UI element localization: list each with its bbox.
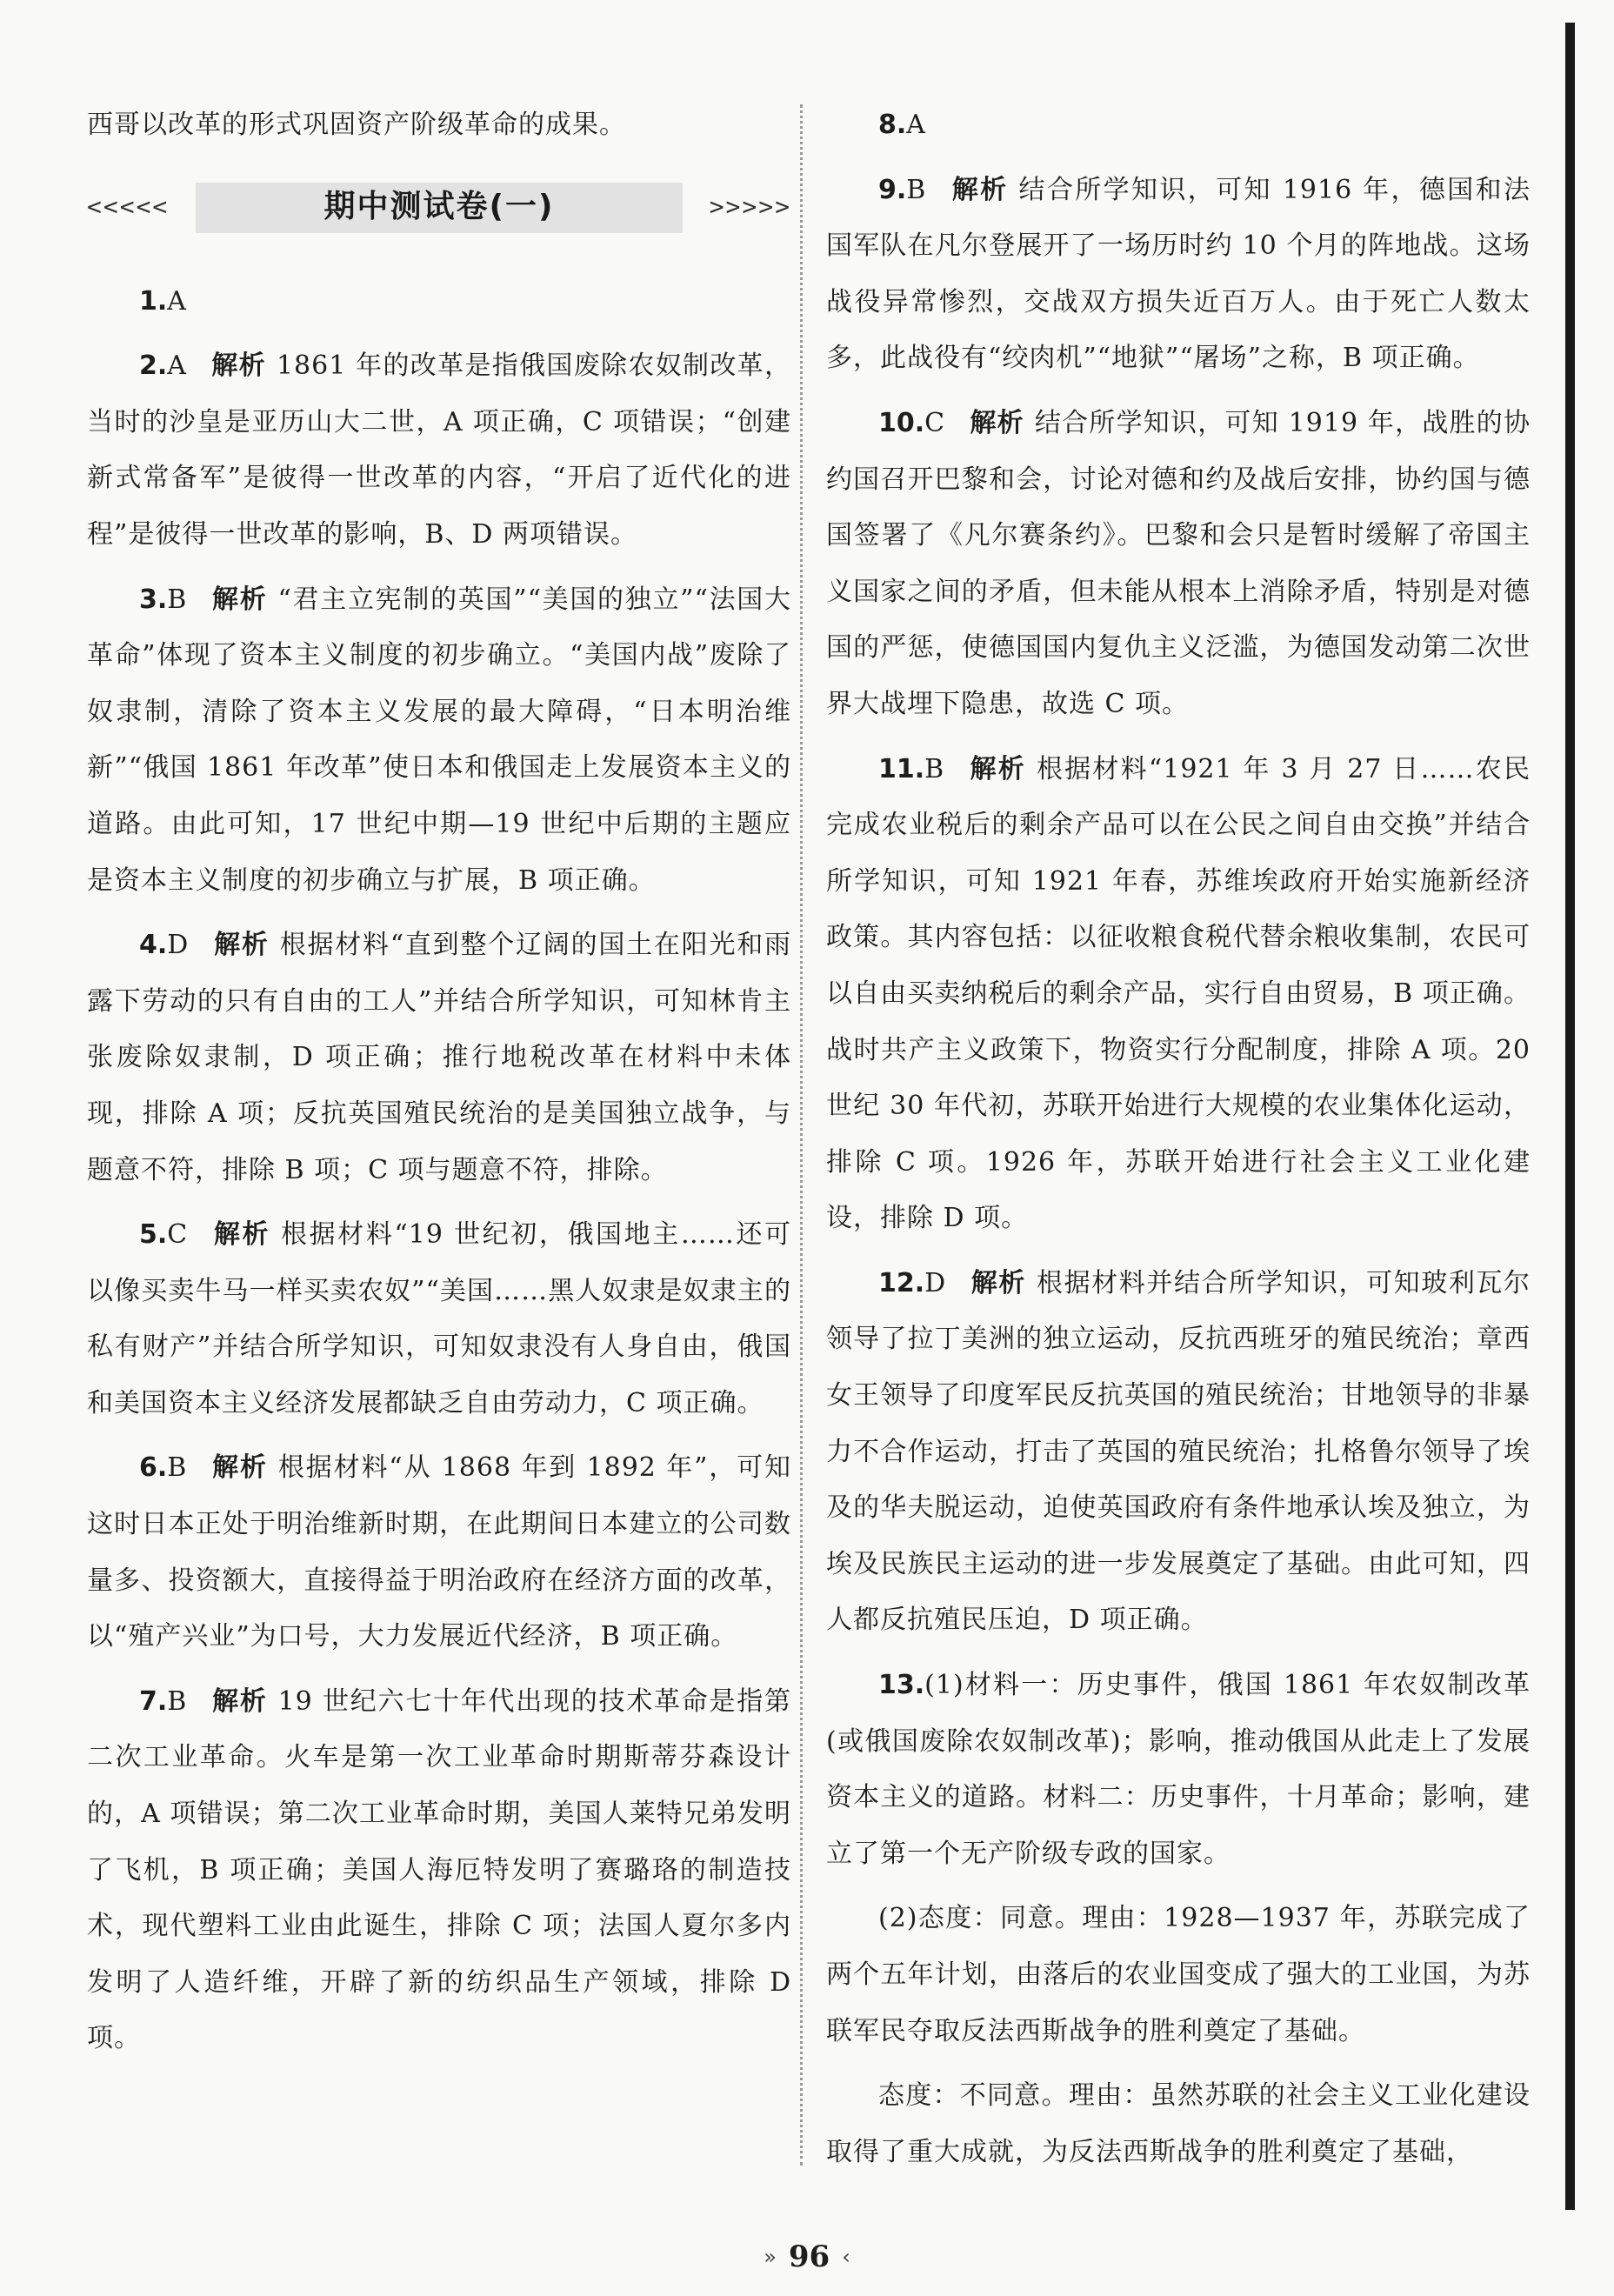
answer-item-4: [87, 918, 791, 1198]
item-answer: A: [906, 110, 926, 140]
left-column: [87, 97, 791, 2076]
q13-part3: 态度：不同意。理由：虽然苏联的社会主义工业化建设取得了重大成就，为反法西斯战争的胜利奠定了基础，: [826, 2080, 1531, 2167]
continuation-text: 西哥以改革的形式巩固资产阶级革命的成果。: [87, 110, 626, 140]
analysis-text: 19 世纪六七十年代出现的技术革命是指第二次工业革命。火车是第一次工业革命时期斯蒂芬森设计的，A 项错误；第二次工业革命时期，美国人莱特兄弟发明了飞机，B 项正确；美国人海厄特发明了赛璐珞的制造技术，现代塑料工业由此诞生，排除 C 项；法国人夏尔多内发明了人造纤维，开辟了新的纺织品生产领域，排除 D 项。: [87, 1685, 791, 2054]
analysis-tag: 解析: [210, 350, 266, 382]
analysis-text: 1861 年的改革是指俄国废除农奴制改革，当时的沙皇是亚历山大二世，A 项正确，C 项错误；“创建新式常备军”是彼得一世改革的内容，“开启了近代化的进程”是彼得一世改革的影响，B、D 两项错误。: [87, 350, 792, 550]
item-number: 12.: [878, 1267, 925, 1298]
answer-item-8: [826, 97, 1531, 154]
analysis-tag: 解析: [211, 1452, 268, 1484]
analysis-text: 根据材料“1921 年 3 月 27 日……农民完成农业税后的剩余产品可以在公民之间自由交换”并结合所学知识，可知 1921 年春，苏维埃政府开始实施新经济政策。其内容包括：以征收粮食税代替余粮收集制，农民可以自由买卖纳税后的剩余产品，实行自由贸易，B 项正确。战时共产主义政策下，物资实行分配制度，排除 A 项。20 世纪 30 年代初，苏联开始进行大规模的农业集体化运动，排除 C 项。1926 年，苏联开始进行社会主义工业化建设，排除 D 项。: [826, 753, 1531, 1234]
answer-item-9: [826, 163, 1531, 387]
answer-item-10: [826, 396, 1531, 733]
item-answer: D: [167, 930, 190, 961]
analysis-tag: 解析: [970, 1267, 1026, 1298]
answer-item-7: [87, 1674, 791, 2067]
analysis-tag: 解析: [969, 753, 1026, 784]
item-answer: A: [167, 350, 187, 382]
analysis-text: “君主立宪制的英国”“美国的独立”“法国大革命”体现了资本主义制度的初步确立。“美国内战”废除了奴隶制，清除了资本主义发展的最大障碍，“日本明治维新”“俄国 1861 年改革”使日本和俄国走上发展资本主义的道路。由此可知，17 世纪中期—19 世纪中后期的主题应是资本主义制度的初步确立与扩展，B 项正确。: [87, 584, 791, 896]
analysis-tag: 解析: [213, 930, 270, 961]
item-number: 11.: [878, 753, 925, 784]
answer-item-1: [87, 274, 791, 330]
q13-part2: (2)态度：同意。理由：1928—1937 年，苏联完成了两个五年计划，由落后的农业国变成了强大的工业国，为苏联军民夺取反法西斯战争的胜利奠定了基础。: [826, 1903, 1531, 2046]
answer-item-6: [87, 1440, 791, 1665]
analysis-tag: 解析: [970, 407, 1024, 438]
answer-item-2: [87, 338, 791, 563]
item-answer: B: [906, 174, 927, 205]
analysis-tag: 解析: [212, 1219, 271, 1251]
analysis-text: 结合所学知识，可知 1916 年，德国和法国军队在凡尔登展开了一场历时约 10 个月的阵地战。这场战役异常惨烈，交战双方损失近百万人。由于死亡人数太多，此战役有“绞肉机”“地狱”“屠场”之称，B 项正确。: [826, 174, 1531, 374]
footer-chevron-left-icon: ‹: [842, 2245, 850, 2269]
item-number: 3.: [139, 584, 168, 615]
item-answer: D: [924, 1267, 947, 1298]
right-chevrons: >>>>>: [709, 192, 791, 222]
page-number: 96: [788, 2239, 830, 2274]
analysis-tag: 解析: [211, 1685, 268, 1717]
column-divider: [800, 104, 803, 2166]
section-title: 期中测试卷(一): [196, 183, 683, 233]
analysis-text: 根据材料“从 1868 年到 1892 年”，可知这时日本正处于明治维新时期，在此期间日本建立的公司数量多、投资额大，直接得益于明治政府在经济方面的改革，以“殖产兴业”为口号，大力发展近代经济，B 项正确。: [87, 1452, 792, 1652]
answer-item-3: [87, 572, 791, 910]
item-number: 1.: [139, 285, 168, 317]
analysis-text: 结合所学知识，可知 1919 年，战胜的协约国召开巴黎和会，讨论对德和约及战后安排，协约国与德国签署了《凡尔赛条约》。巴黎和会只是暂时缓解了帝国主义国家之间的矛盾，但未能从根本上消除矛盾，特别是对德国的严惩，使德国国内复仇主义泛滥，为德国发动第二次世界大战埋下隐患，故选 C 项。: [826, 407, 1531, 719]
item-answer: C: [924, 407, 946, 438]
item-number: 13.: [878, 1670, 925, 1701]
item-number: 2.: [139, 350, 168, 382]
item-answer: B: [167, 1685, 188, 1717]
analysis-text: 根据材料“19 世纪初，俄国地主……还可以像买卖牛马一样买卖农奴”“美国……黑人奴隶是奴隶主的私有财产”并结合所学知识，可知奴隶没有人身自由，俄国和美国资本主义经济发展都缺乏自由劳动力，C 项正确。: [87, 1219, 792, 1418]
item-answer: B: [924, 753, 945, 784]
q13-part1: (1)材料一：历史事件，俄国 1861 年农奴制改革(或俄国废除农奴制改革)；影响，推动俄国从此走上了发展资本主义的道路。材料二：历史事件，十月革命；影响，建立了第一个无产阶级专政的国家。: [826, 1670, 1531, 1869]
item-number: 6.: [139, 1452, 168, 1484]
item-answer: B: [167, 584, 188, 615]
left-chevrons: <<<<<: [87, 192, 170, 222]
right-column: [826, 97, 1531, 2189]
section-banner: [87, 178, 791, 237]
item-number: 5.: [139, 1219, 168, 1251]
item-number: 10.: [878, 407, 925, 438]
analysis-text: 根据材料并结合所学知识，可知玻利瓦尔领导了拉丁美洲的独立运动，反抗西班牙的殖民统治；章西女王领导了印度军民反抗英国的殖民统治；甘地领导的非暴力不合作运动，打击了英国的殖民统治；扎格鲁尔领导了埃及的华夫脱运动，迫使英国政府有条件地承认埃及独立，为埃及民族民主运动的进一步发展奠定了基础。由此可知，四人都反抗殖民压迫，D 项正确。: [826, 1267, 1531, 1636]
answer-item-5: [87, 1207, 791, 1432]
answer-item-12: [826, 1256, 1531, 1649]
answer-item-11: [826, 742, 1531, 1247]
page-edge-bar: [1565, 23, 1575, 2210]
footer-chevron-right-icon: »: [764, 2245, 777, 2269]
item-number: 9.: [878, 174, 907, 205]
item-number: 4.: [139, 930, 168, 961]
analysis-tag: 解析: [950, 174, 1009, 205]
item-number: 8.: [878, 110, 907, 140]
answer-item-13: [826, 1658, 1531, 1882]
item-answer: B: [167, 1452, 188, 1484]
item-number: 7.: [139, 1685, 168, 1717]
item-answer: C: [167, 1219, 189, 1251]
analysis-text: 根据材料“直到整个辽阔的国土在阳光和雨露下劳动的只有自由的工人”并结合所学知识，可知林肯主张废除奴隶制，D 项正确；推行地税改革在材料中未体现，排除 A 项；反抗英国殖民统治的是美国独立战争，与题意不符，排除 B 项；C 项与题意不符，排除。: [87, 930, 792, 1185]
page-footer: [0, 2239, 1614, 2274]
item-answer: A: [167, 285, 187, 317]
analysis-tag: 解析: [211, 584, 268, 615]
